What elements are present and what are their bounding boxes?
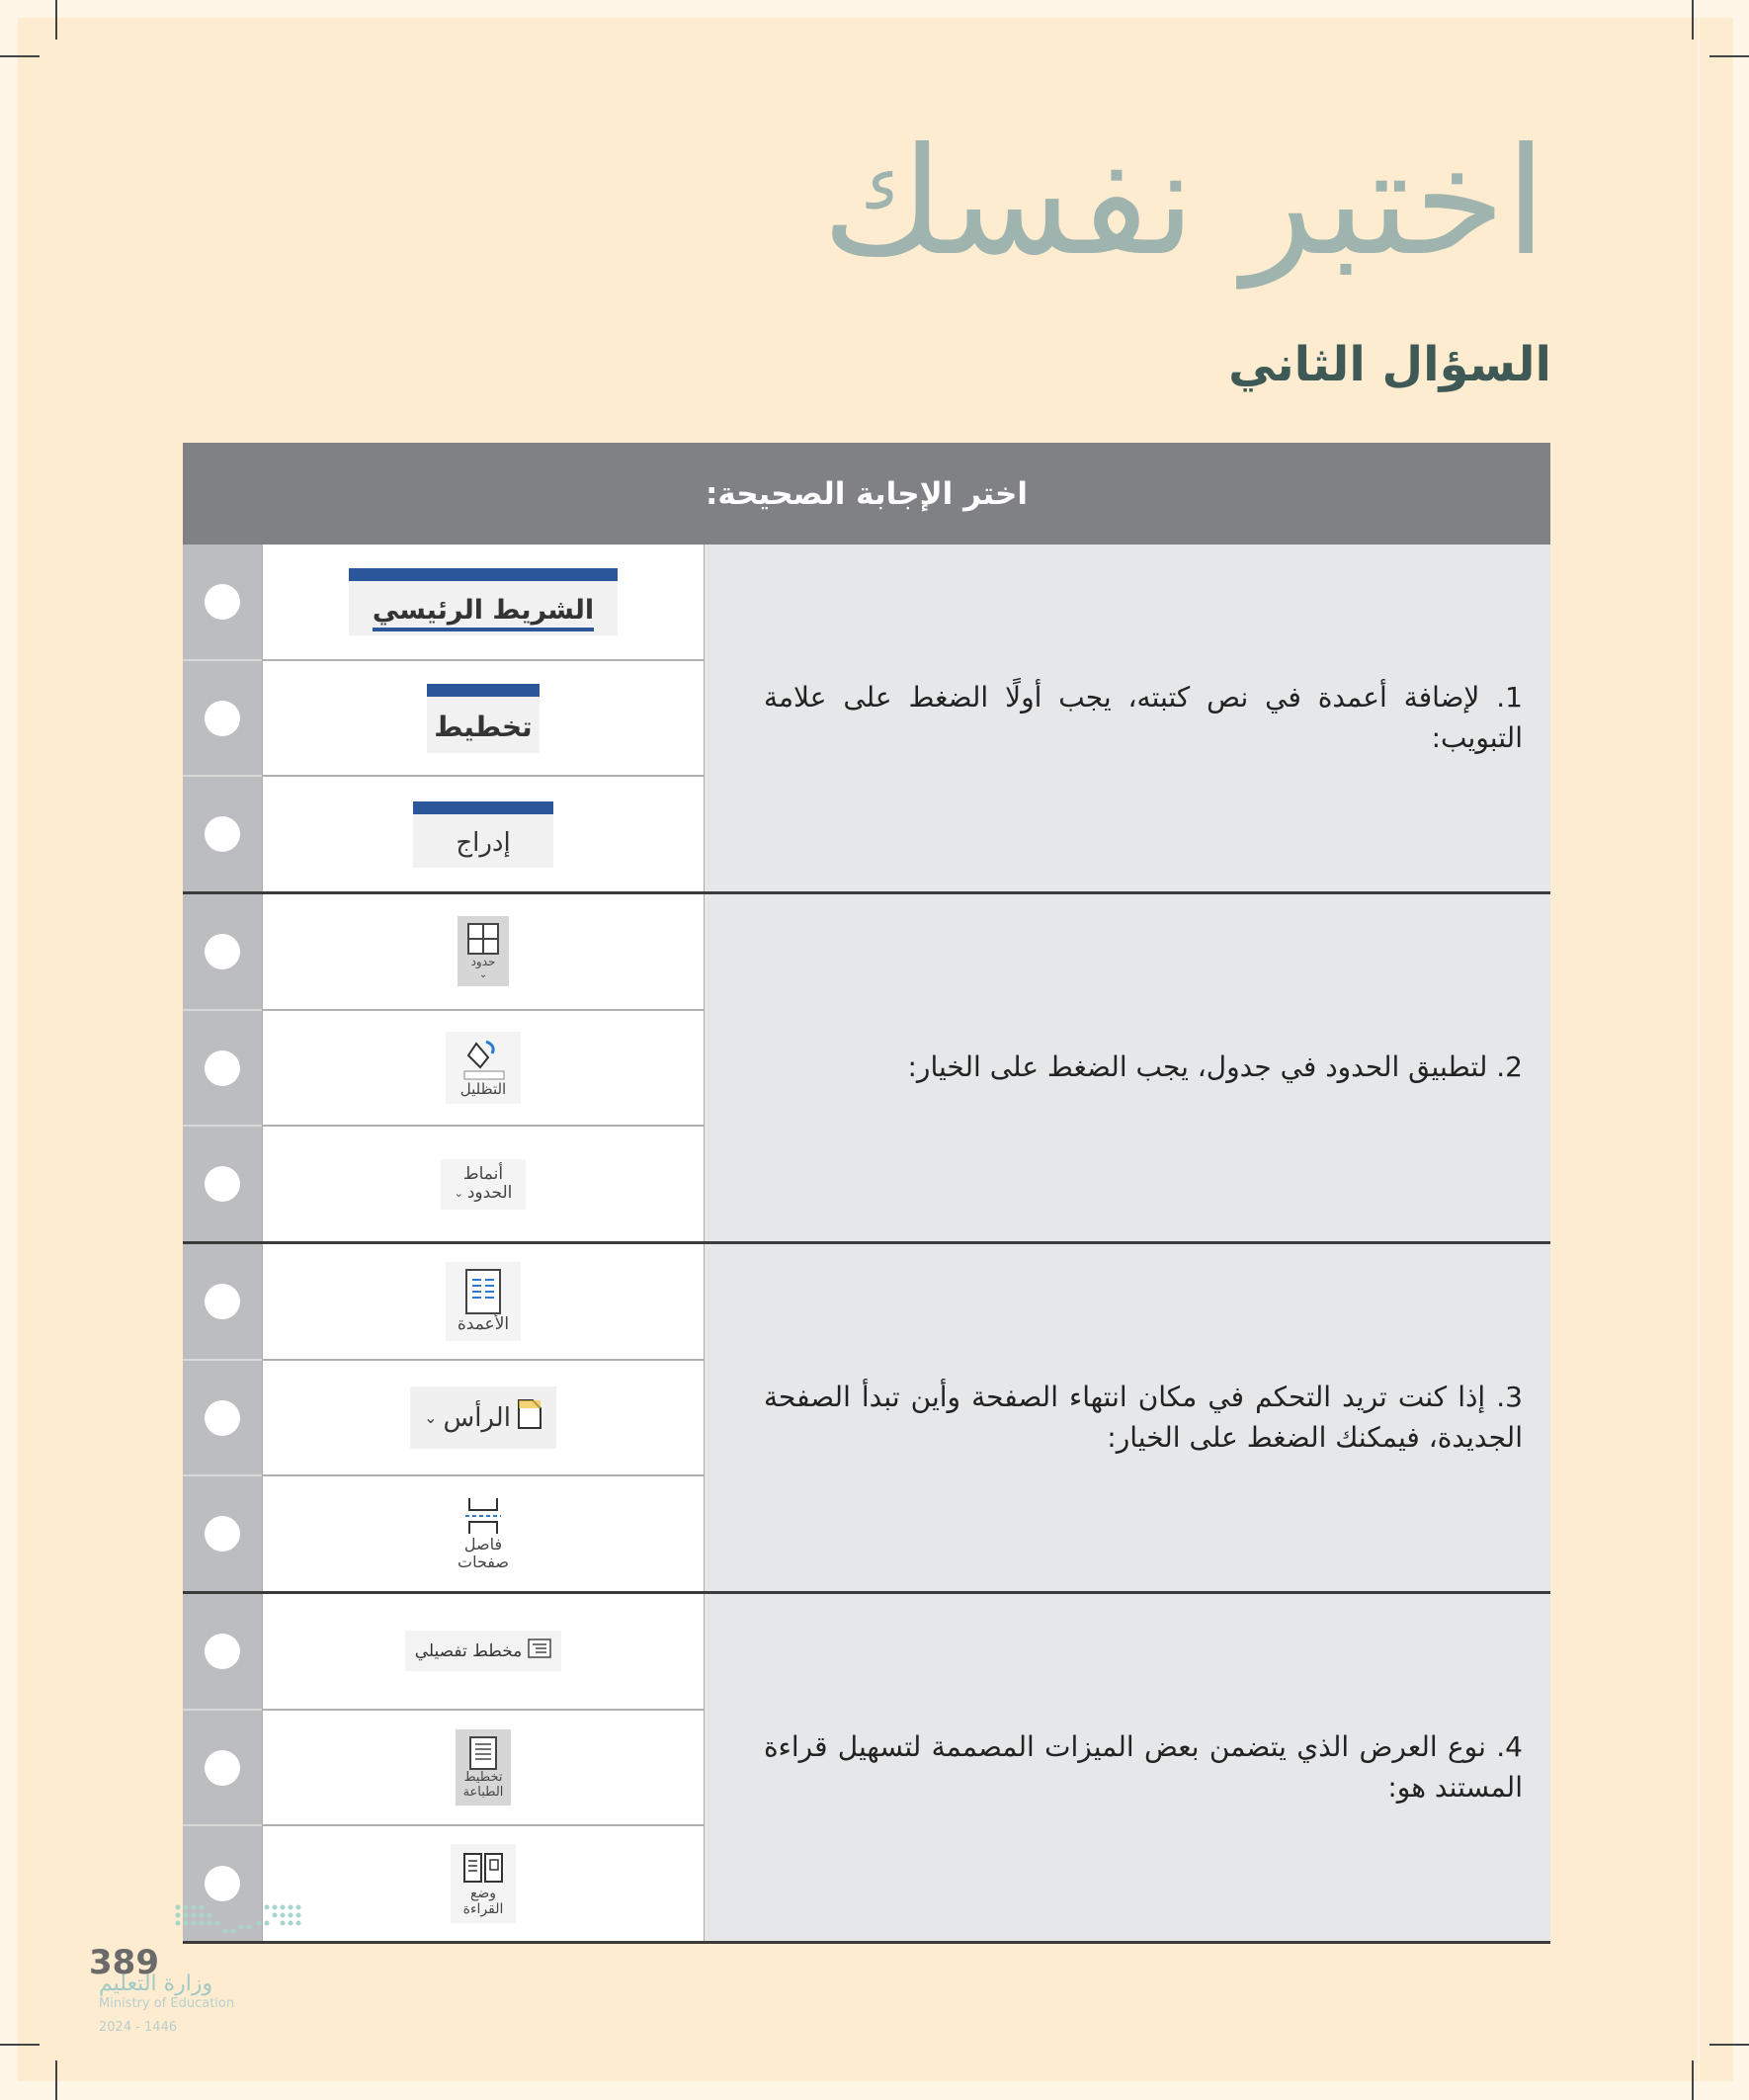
radio-q3-opt1[interactable] xyxy=(205,1284,240,1319)
print-layout-label-2: الطباعة xyxy=(462,1784,504,1800)
option-q1-3[interactable] xyxy=(263,777,704,891)
page-title: اختبر نفسك xyxy=(821,117,1546,289)
header-button-image xyxy=(410,1386,556,1449)
print-layout-icon xyxy=(456,1729,511,1806)
option-q3-1[interactable] xyxy=(263,1244,704,1361)
radio-column xyxy=(183,1594,262,1941)
chevron-down-icon: ⌄ xyxy=(454,1186,463,1200)
read-mode-icon xyxy=(451,1844,516,1923)
crop-mark xyxy=(1692,2060,1694,2100)
table-body xyxy=(183,545,1550,1945)
option-q4-3[interactable] xyxy=(263,1826,704,1941)
radio-q3-opt2[interactable] xyxy=(205,1400,240,1436)
option-q2-1[interactable] xyxy=(263,894,704,1011)
crop-mark xyxy=(1709,55,1749,57)
home-tab-label: الشريط الرئيسي xyxy=(372,594,595,626)
radio-q2-opt3[interactable] xyxy=(205,1166,240,1202)
option-q3-2[interactable] xyxy=(263,1361,704,1477)
radio-q2-opt2[interactable] xyxy=(205,1050,240,1086)
question-text-1: 1. لإضافة أعمدة في نص كتبته، يجب أولًا الضغط على علامة التبويب: xyxy=(705,545,1550,891)
options-column xyxy=(262,894,705,1241)
columns-icon xyxy=(446,1262,521,1341)
border-styles-icon xyxy=(441,1159,526,1210)
option-q1-2[interactable] xyxy=(263,661,704,778)
crop-mark xyxy=(1709,2044,1749,2046)
crop-mark xyxy=(1692,0,1694,40)
option-q4-2[interactable] xyxy=(263,1711,704,1827)
read-mode-label-2: القراءة xyxy=(462,1901,504,1918)
option-q2-3[interactable] xyxy=(263,1127,704,1241)
print-layout-label-1: تخطيط xyxy=(463,1769,503,1785)
radio-q2-opt1[interactable] xyxy=(205,934,240,969)
ministry-name-ar: وزارة التعليم xyxy=(99,1972,213,1996)
question-row-1 xyxy=(183,545,1550,894)
options-column xyxy=(262,545,705,891)
question-subtitle: السؤال الثاني xyxy=(1228,337,1551,392)
read-mode-label-1: وضع xyxy=(469,1886,497,1902)
edition-year: 2024 - 1446 xyxy=(99,2020,178,2035)
border-styles-label-1: أنماط xyxy=(462,1163,504,1184)
outline-icon xyxy=(528,1638,551,1663)
shading-icon xyxy=(446,1032,521,1104)
question-text-2: 2. لتطبيق الحدود في جدول، يجب الضغط على الخيار: xyxy=(705,894,1550,1241)
shading-label: التظليل xyxy=(459,1079,507,1098)
ministry-name-en: Ministry of Education xyxy=(99,1996,235,2011)
home-tab-image xyxy=(349,568,618,635)
option-q3-3[interactable] xyxy=(263,1476,704,1591)
radio-q4-opt3[interactable] xyxy=(205,1866,240,1901)
header-label: الرأس xyxy=(443,1402,511,1433)
option-q4-1[interactable] xyxy=(263,1594,704,1711)
ministry-logo-icon xyxy=(173,1897,321,1945)
crop-mark xyxy=(55,0,57,40)
radio-q4-opt2[interactable] xyxy=(205,1750,240,1786)
question-row-4 xyxy=(183,1594,1550,1944)
layout-tab-image xyxy=(427,684,540,753)
table-header: اختر الإجابة الصحيحة: xyxy=(183,443,1550,545)
radio-q1-opt1[interactable] xyxy=(205,584,240,620)
page-edge-strip xyxy=(1698,18,1733,2081)
layout-tab-label: تخطيط xyxy=(434,710,533,743)
page-number: 389 xyxy=(89,1943,159,1982)
crop-mark xyxy=(0,2044,40,2046)
borders-icon xyxy=(458,916,509,986)
radio-column xyxy=(183,894,262,1241)
options-column xyxy=(262,1594,705,1941)
option-q1-1[interactable] xyxy=(263,545,704,661)
insert-tab-image xyxy=(413,801,553,868)
insert-tab-label: إدراج xyxy=(456,827,511,858)
borders-label: حدود xyxy=(470,955,496,969)
quiz-table xyxy=(183,443,1550,1945)
radio-q3-opt3[interactable] xyxy=(205,1516,240,1552)
crop-mark xyxy=(55,2060,57,2100)
radio-q1-opt3[interactable] xyxy=(205,816,240,852)
page-break-label-1: فاصل xyxy=(463,1534,503,1554)
option-q2-2[interactable] xyxy=(263,1011,704,1128)
page-break-icon xyxy=(446,1490,521,1578)
radio-q1-opt2[interactable] xyxy=(205,701,240,736)
outline-label: مخطط تفصيلي xyxy=(414,1640,523,1661)
columns-label: الأعمدة xyxy=(457,1314,510,1335)
radio-column xyxy=(183,545,262,891)
question-row-3 xyxy=(183,1244,1550,1594)
page-break-label-2: صفحات xyxy=(458,1553,509,1572)
document-icon xyxy=(517,1398,542,1437)
question-text-4: 4. نوع العرض الذي يتضمن بعض الميزات المصممة لتسهيل قراءة المستند هو: xyxy=(705,1594,1550,1941)
options-column xyxy=(262,1244,705,1591)
radio-column xyxy=(183,1244,262,1591)
chevron-down-icon: ⌄ xyxy=(424,1408,438,1427)
border-styles-label-2: الحدود xyxy=(466,1183,513,1204)
radio-q4-opt1[interactable] xyxy=(205,1634,240,1669)
question-text-3: 3. إذا كنت تريد التحكم في مكان انتهاء الصفحة وأين تبدأ الصفحة الجديدة، فيمكنك الضغط على الخيار: xyxy=(705,1244,1550,1591)
chevron-down-icon: ⌄ xyxy=(478,968,488,980)
crop-mark xyxy=(0,55,40,57)
question-row-2 xyxy=(183,894,1550,1244)
outline-button-image xyxy=(405,1631,562,1671)
